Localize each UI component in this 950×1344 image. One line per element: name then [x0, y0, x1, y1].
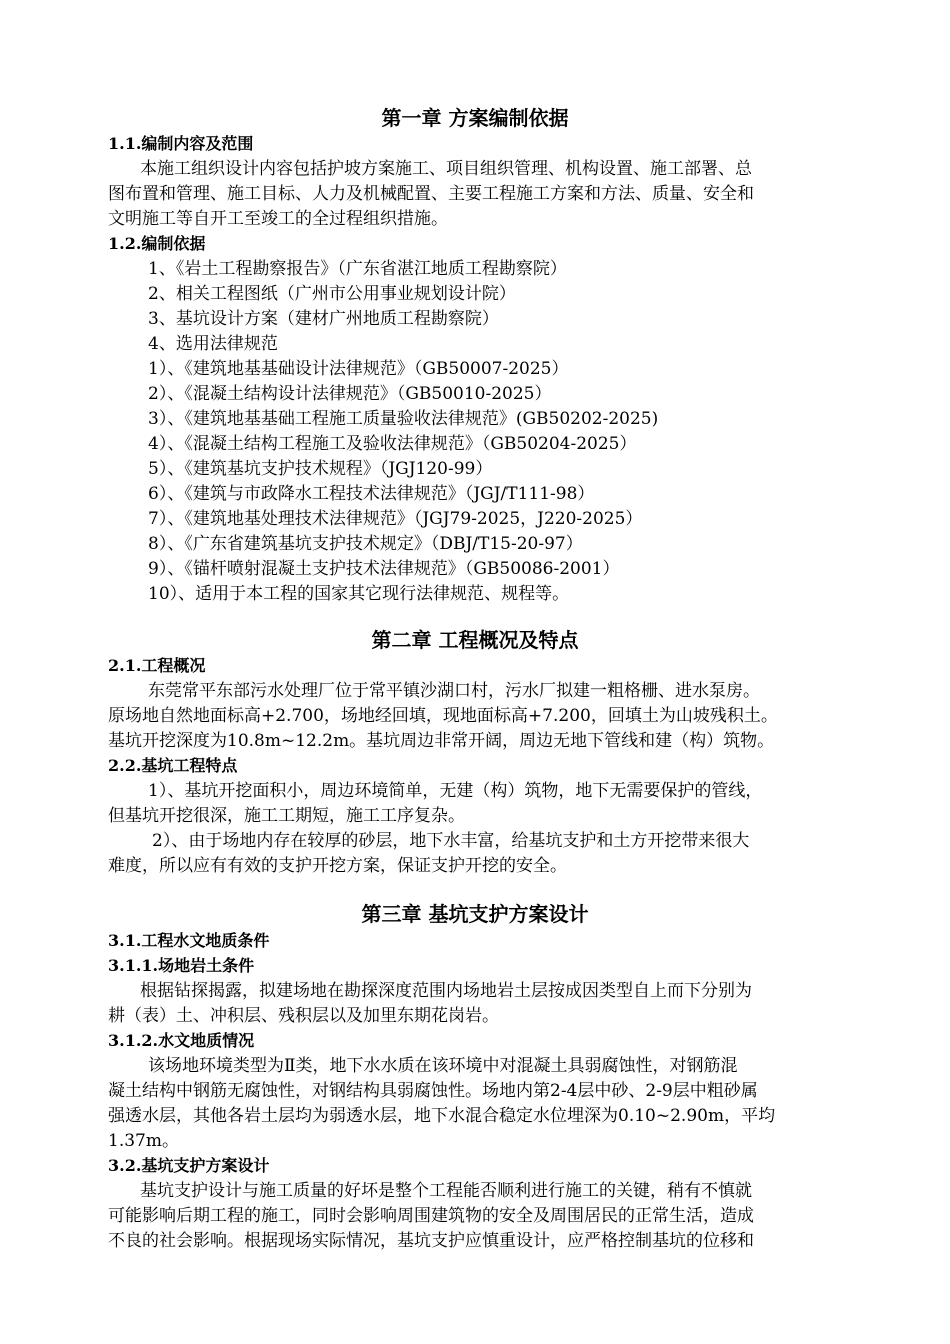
list-item: 3、基坑设计方案（建材广州地质工程勘察院） — [148, 309, 499, 329]
list-item: 8）、《广东省建筑基坑支护技术规定》（DBJ/T15-20-97） — [148, 534, 583, 554]
paragraph-line: 本施工组织设计内容包括护坡方案施工、项目组织管理、机构设置、施工部署、总 — [140, 159, 752, 179]
section-1-1-heading: 1.1.编制内容及范围 — [108, 134, 254, 153]
paragraph-line: 1）、基坑开挖面积小，周边环境简单，无建（构）筑物，地下无需要保护的管线， — [148, 781, 763, 801]
chapter-3-title: 第三章 基坑支护方案设计 — [361, 902, 589, 926]
section-2-2-heading: 2.2.基坑工程特点 — [108, 756, 238, 775]
paragraph-line: 文明施工等自开工至竣工的全过程组织措施。 — [108, 209, 448, 229]
list-item: 1）、《建筑地基基础设计法律规范》（GB50007-2025） — [148, 359, 569, 379]
list-item: 2）、《混凝土结构设计法律规范》（GB50010-2025） — [148, 384, 552, 404]
paragraph-line: 原场地自然地面标高+2.700，场地经回填，现地面标高+7.200，回填土为山坡残积土。 — [108, 706, 778, 726]
paragraph-line: 难度，所以应有有效的支护开挖方案，保证支护开挖的安全。 — [108, 856, 567, 876]
paragraph-line: 图布置和管理、施工目标、人力及机械配置、主要工程施工方案和方法、质量、安全和 — [108, 184, 754, 204]
list-item: 4、选用法律规范 — [148, 334, 278, 354]
list-item: 10）、适用于本工程的国家其它现行法律规范、规程等。 — [148, 584, 570, 604]
list-item: 5）、《建筑基坑支护技术规程》（JGJ120-99） — [148, 459, 493, 479]
list-item: 2、相关工程图纸（广州市公用事业规划设计院） — [148, 284, 516, 304]
section-3-1-heading: 3.1.工程水文地质条件 — [108, 931, 270, 950]
paragraph-line: 东莞常平东部污水处理厂位于常平镇沙湖口村，污水厂拟建一粗格栅、进水泵房。 — [148, 681, 760, 701]
paragraph-line: 1.37m。 — [108, 1131, 179, 1151]
paragraph-line: 不良的社会影响。根据现场实际情况，基坑支护应慎重设计，应严格控制基坑的位移和 — [108, 1231, 754, 1251]
section-3-2-heading: 3.2.基坑支护方案设计 — [108, 1156, 270, 1175]
list-item: 3）、《建筑地基基础工程施工质量验收法律规范》(GB50202-2025) — [148, 409, 659, 429]
paragraph-line: 根据钻探揭露，拟建场地在勘探深度范围内场地岩土层按成因类型自上而下分别为 — [140, 981, 752, 1001]
paragraph-line: 该场地环境类型为Ⅱ类，地下水水质在该环境中对混凝土具弱腐蚀性，对钢筋混 — [148, 1056, 738, 1076]
paragraph-line: 强透水层，其他各岩土层均为弱透水层，地下水混合稳定水位埋深为0.10~2.90m，平均 — [108, 1106, 776, 1126]
chapter-2-title: 第二章 工程概况及特点 — [371, 628, 579, 652]
section-3-1-2-heading: 3.1.2.水文地质情况 — [108, 1031, 255, 1050]
list-item: 6）、《建筑与市政降水工程技术法律规范》（JGJ/T111-98） — [148, 484, 595, 504]
paragraph-line: 基坑开挖深度为10.8m~12.2m。基坑周边非常开阔，周边无地下管线和建（构）筑物。 — [108, 731, 775, 751]
list-item: 1、《岩土工程勘察报告》（广东省湛江地质工程勘察院） — [148, 259, 567, 279]
paragraph-line: 基坑支护设计与施工质量的好坏是整个工程能否顺利进行施工的关键，稍有不慎就 — [140, 1181, 752, 1201]
list-item: 9）、《锚杆喷射混凝土支护技术法律规范》（GB50086-2001） — [148, 559, 620, 579]
section-1-2-heading: 1.2.编制依据 — [108, 234, 206, 253]
list-item: 4）、《混凝土结构工程施工及验收法律规范》（GB50204-2025） — [148, 434, 637, 454]
paragraph-line: 2）、由于场地内存在较厚的砂层，地下水丰富，给基坑支护和土方开挖带来很大 — [152, 831, 750, 851]
paragraph-line: 凝土结构中钢筋无腐蚀性，对钢结构具弱腐蚀性。场地内第2-4层中砂、2-9层中粗砂属 — [108, 1081, 758, 1101]
section-3-1-1-heading: 3.1.1.场地岩土条件 — [108, 956, 255, 975]
section-2-1-heading: 2.1.工程概况 — [108, 656, 206, 675]
paragraph-line: 但基坑开挖很深，施工工期短，施工工序复杂。 — [108, 806, 465, 826]
list-item: 7）、《建筑地基处理技术法律规范》（JGJ79-2025，J220-2025） — [148, 509, 643, 529]
paragraph-line: 耕（表）土、冲积层、残积层以及加里东期花岗岩。 — [108, 1006, 499, 1026]
paragraph-line: 可能影响后期工程的施工，同时会影响周围建筑物的安全及周围居民的正常生活，造成 — [108, 1206, 754, 1226]
chapter-1-title: 第一章 方案编制依据 — [381, 106, 569, 130]
